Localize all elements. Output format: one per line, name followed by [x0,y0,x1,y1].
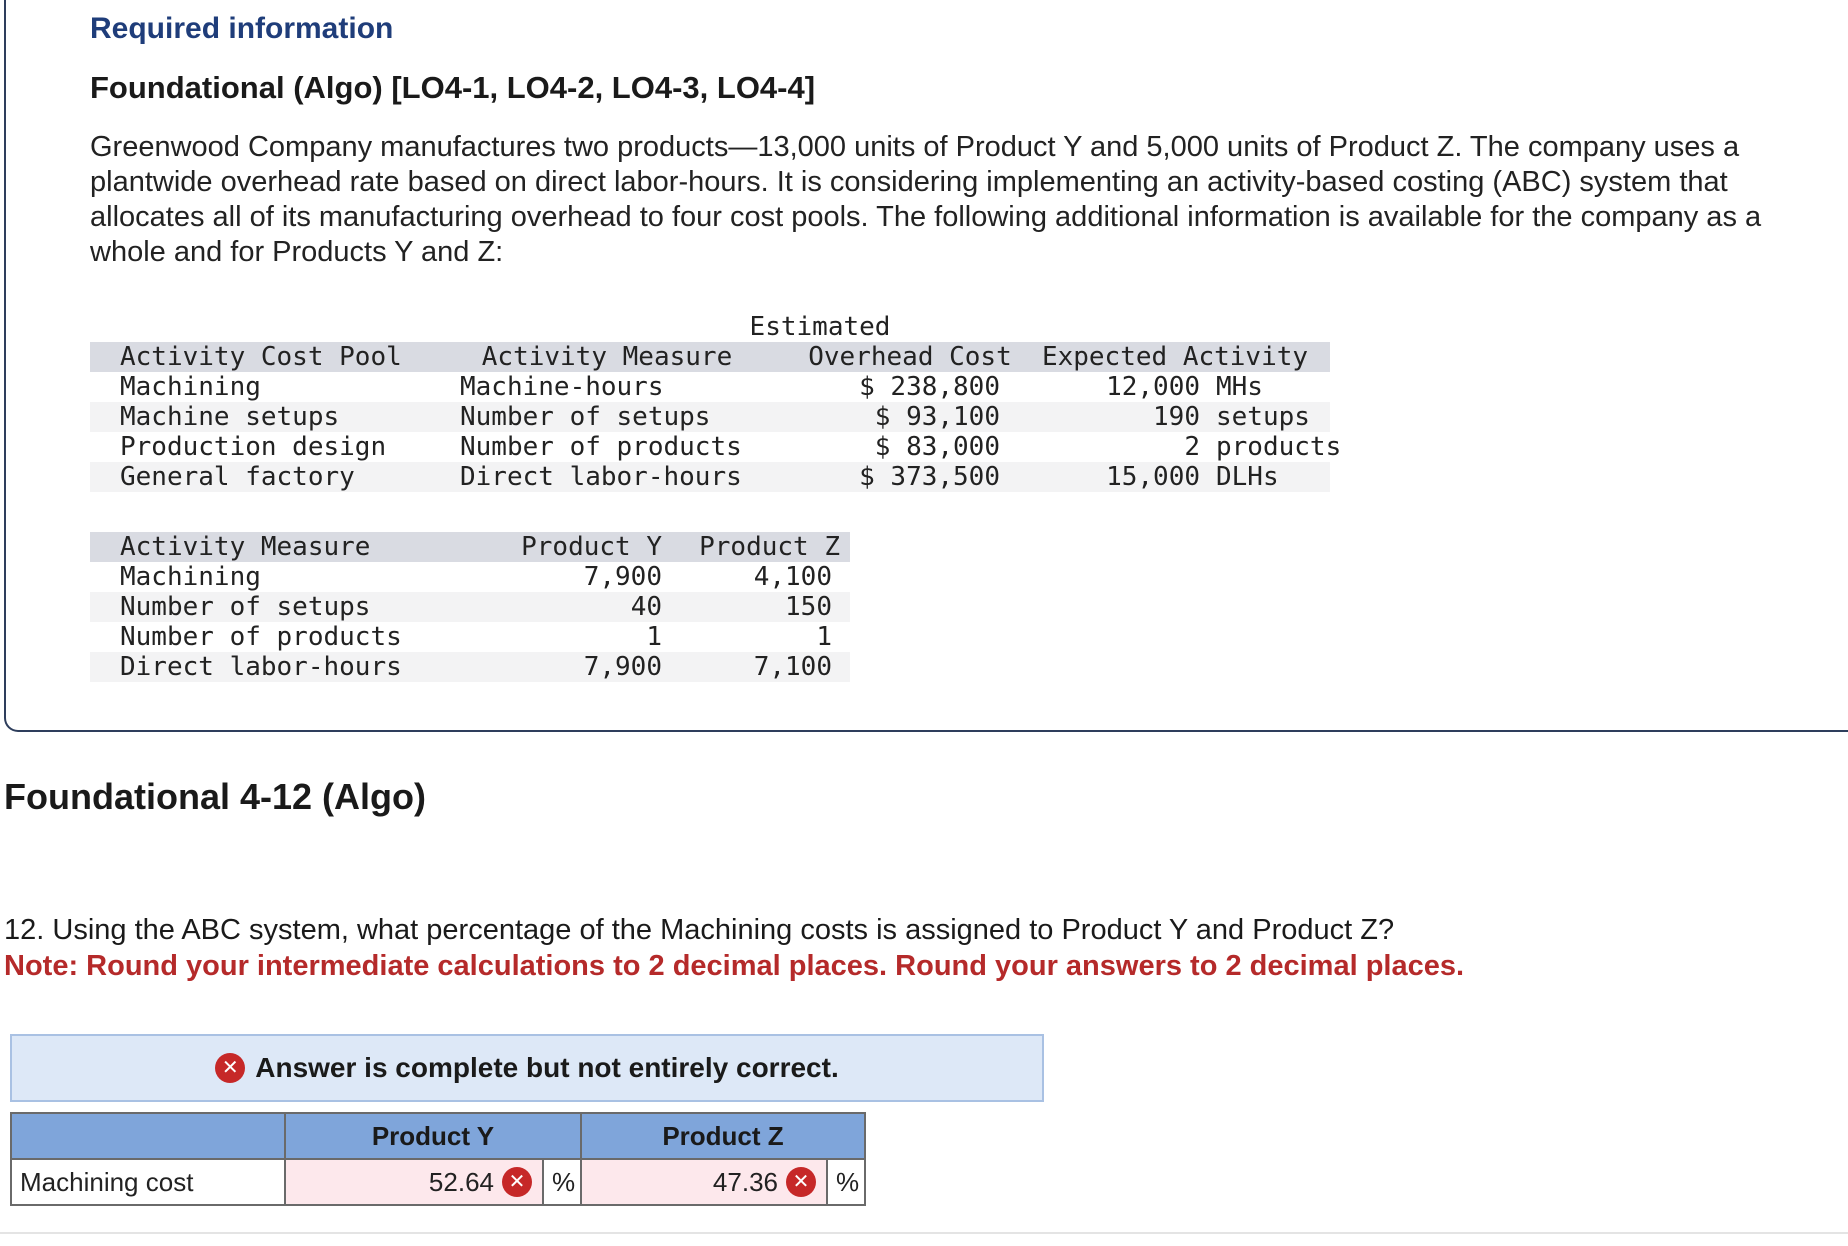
product-y-answer-cell[interactable] [285,1159,581,1205]
pool-qty: 2 [1184,432,1200,462]
header-estimated-line1: Estimated [749,312,891,342]
pool-measure: Direct labor-hours [460,462,742,492]
header-overhead-cost: Overhead Cost [808,342,1012,372]
product-activity-table [90,532,850,682]
pool-unit: setups [1216,402,1310,432]
percent-unit: % [542,1160,580,1204]
header-expected-activity: Expected Activity [1041,342,1309,372]
table-row [90,372,1330,402]
measure-name: Number of products [120,622,402,652]
pool-name: Production design [120,432,387,462]
table-row [90,402,1330,432]
rounding-note: Note: Round your intermediate calculations to 2 decimal places. Round your answers to 2 decimal places. [4,950,1465,982]
x-circle-icon: ✕ [215,1053,245,1083]
table-row [11,1159,865,1205]
product-y-answer-value[interactable]: 52.64 [428,1166,494,1197]
product-y-value: 7,900 [583,652,662,682]
table-row [90,622,850,652]
table-row [90,562,850,592]
pool-name: Machine setups [120,402,340,432]
incorrect-icon: ✕ [786,1167,816,1197]
pool-qty: 15,000 [1106,462,1200,492]
table-header-row [90,532,850,562]
pool-qty: 190 [1153,402,1200,432]
incorrect-icon: ✕ [502,1167,532,1197]
feedback-message: Answer is complete but not entirely correct. [255,1052,839,1083]
section-title: Foundational 4-12 (Algo) [4,776,426,817]
pool-name: General factory [120,462,355,492]
table-row [90,462,1330,492]
pool-cost: $ 238,800 [859,372,1000,402]
pool-measure: Number of setups [460,402,711,432]
machining-cost-label: Machining cost [11,1159,285,1205]
intro-paragraph: Greenwood Company manufactures two products—13,000 units of Product Y and 5,000 units of Product Z. The company uses a plantwide overhead rate based on direct labor-hours. It is considering implementing an activity-based costing (ABC) system that allocates all of its manufacturing overhead to four cost pools. The following additional information is available for the company as a whole and for Products Y and Z: [90,131,1762,268]
product-z-value: 4,100 [753,562,832,592]
header-activity-measure: Activity Measure [120,532,371,562]
table-header-row [90,342,1330,372]
measure-name: Direct labor-hours [120,652,402,682]
pool-unit: MHs [1216,372,1263,402]
pool-measure: Number of products [460,432,742,462]
product-z-answer-cell[interactable] [581,1159,865,1205]
header-product-z: Product Z [699,532,840,562]
pool-measure: Machine-hours [460,372,664,402]
pool-cost: $ 83,000 [874,432,1000,462]
answer-header-blank [11,1113,285,1159]
pool-unit: products [1216,432,1342,462]
pool-cost: $ 373,500 [859,462,1000,492]
foundational-title: Foundational (Algo) [LO4-1, LO4-2, LO4-3, LO4-4] [90,70,816,105]
divider [0,1232,1848,1234]
header-activity-measure: Activity Measure [481,342,733,372]
table-row [90,592,850,622]
pool-unit: DLHs [1216,462,1279,492]
answer-header-product-z: Product Z [581,1113,865,1159]
table-row [90,432,1342,462]
header-activity-cost-pool: Activity Cost Pool [120,342,402,372]
product-y-value: 40 [630,592,662,622]
product-z-value: 150 [785,592,832,622]
pool-cost: $ 93,100 [874,402,1000,432]
product-y-value: 1 [646,622,662,652]
question-text: 12. Using the ABC system, what percentage of the Machining costs is assigned to Product Y and Product Z? [4,914,1395,946]
measure-name: Machining [120,562,261,592]
percent-unit: % [826,1160,864,1204]
product-y-value: 7,900 [583,562,662,592]
table-row [90,652,850,682]
product-z-value: 1 [816,622,832,652]
required-info-heading: Required information [90,12,394,45]
header-product-y: Product Y [521,532,662,562]
product-z-value: 7,100 [753,652,832,682]
measure-name: Number of setups [120,592,371,622]
feedback-banner [10,1034,1044,1102]
answer-header-product-y: Product Y [285,1113,581,1159]
pool-qty: 12,000 [1106,372,1200,402]
activity-cost-pool-table [90,312,1342,492]
product-z-answer-value[interactable]: 47.36 [712,1166,778,1197]
answer-header-row [11,1113,865,1159]
pool-name: Machining [120,372,261,402]
answer-table [10,1112,866,1206]
